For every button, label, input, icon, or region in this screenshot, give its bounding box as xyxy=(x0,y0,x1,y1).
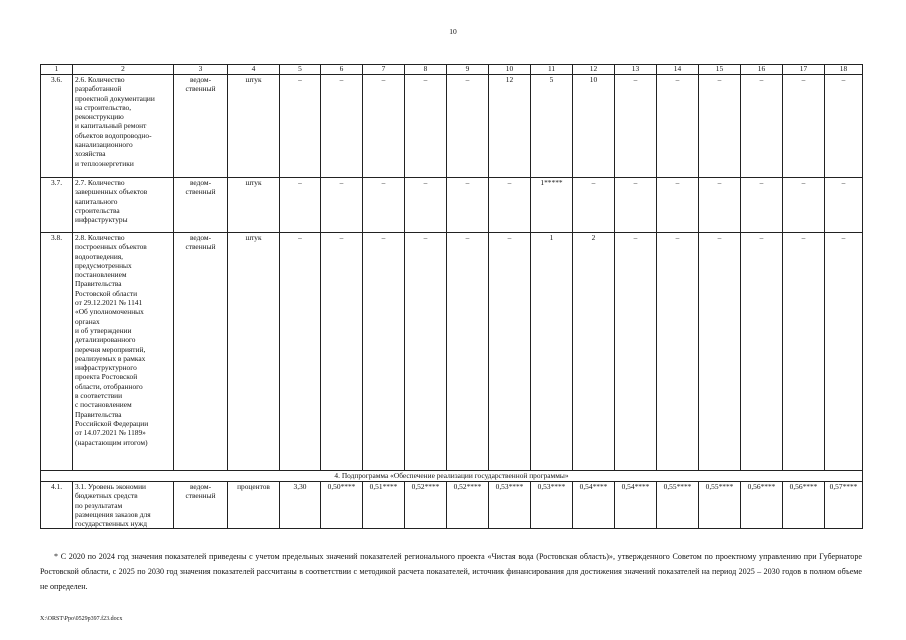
header-row xyxy=(41,65,863,75)
indicator-name-line: и об утверждении xyxy=(75,325,132,335)
value-cell: – xyxy=(447,75,489,178)
row-number: 3.8. xyxy=(41,233,73,471)
value-cell: 0,52**** xyxy=(447,482,489,529)
indicator-name-line: с постановлением xyxy=(75,400,132,410)
indicator-name-line: предусмотренных xyxy=(75,260,132,270)
indicator-name-line: в соответствии xyxy=(75,391,123,401)
value-cell: – xyxy=(741,233,783,471)
header-cell-12: 12 xyxy=(573,65,615,75)
value-cell: – xyxy=(363,75,405,178)
indicator-name-line: проекта Ростовской xyxy=(75,372,138,382)
header-cell-16: 16 xyxy=(741,65,783,75)
header-cell-13: 13 xyxy=(615,65,657,75)
indicator-name-line: объектов водопроводно- xyxy=(75,130,152,140)
indicator-source xyxy=(174,75,228,178)
value-cell: – xyxy=(447,233,489,471)
indicator-name xyxy=(73,75,174,178)
value-cell: 10 xyxy=(573,75,615,178)
value-cell: 1***** xyxy=(531,178,573,233)
indicator-name-line: по результатам xyxy=(75,500,123,510)
value-cell: – xyxy=(615,178,657,233)
indicator-name-line: реализуемых в рамках xyxy=(75,353,146,363)
table-row xyxy=(41,75,863,178)
value-cell: – xyxy=(825,178,863,233)
header-cell-14: 14 xyxy=(657,65,699,75)
indicator-name-line: 2.7. Количество xyxy=(75,178,125,187)
header-cell-4: 4 xyxy=(228,65,280,75)
indicator-name-line: хозяйства xyxy=(75,149,106,159)
footnote: * С 2020 по 2024 год значения показателей приведены с учетом предельных значений показателей регионального проекта «Чистая вода (Ростовская область)», утвержденного Советом по проектному управлению при Губернаторе Ростовской области, с 2025 по 2030 год значения показателей рассчитаны в соответствии с методикой расчета показателей, источник финансирования для достижения значений показателей на период 2025 – 2030 годов в полном объеме не определен. xyxy=(40,552,862,591)
value-cell: – xyxy=(657,233,699,471)
value-cell: – xyxy=(741,178,783,233)
indicator-name-line: перечня мероприятий, xyxy=(75,344,146,354)
value-cell: 2 xyxy=(573,233,615,471)
indicator-name-line: области, отобранного xyxy=(75,381,143,391)
value-cell: – xyxy=(489,233,531,471)
value-cell: 0,55**** xyxy=(657,482,699,529)
section-title: 4. Подпрограмма «Обеспечение реализации государственной программы» xyxy=(41,471,863,482)
header-cell-15: 15 xyxy=(699,65,741,75)
value-cell: 0,56**** xyxy=(741,482,783,529)
value-cell: – xyxy=(657,75,699,178)
value-cell: – xyxy=(699,233,741,471)
indicator-name-line: и теплоэнергетики xyxy=(75,158,134,168)
value-cell: – xyxy=(783,75,825,178)
row-number: 3.7. xyxy=(41,178,73,233)
indicator-name-line: бюджетных средств xyxy=(75,491,138,501)
value-cell: 0,51**** xyxy=(363,482,405,529)
value-cell: – xyxy=(321,178,363,233)
indicator-name-line: государственных нужд xyxy=(75,519,147,529)
value-cell: 1 xyxy=(531,233,573,471)
value-cell: 0,57**** xyxy=(825,482,863,529)
table-row xyxy=(41,482,863,529)
header-cell-9: 9 xyxy=(447,65,489,75)
indicator-name-line: 3.1. Уровень экономии xyxy=(75,482,146,491)
value-cell: 3,30 xyxy=(280,482,321,529)
value-cell: 0,50**** xyxy=(321,482,363,529)
value-cell: – xyxy=(321,75,363,178)
indicator-name-line: Российской Федерации xyxy=(75,418,149,428)
indicator-name-line: инфраструктуры xyxy=(75,215,128,225)
indicator-source-line: ственный xyxy=(185,242,216,252)
value-cell: – xyxy=(405,75,447,178)
header-cell-8: 8 xyxy=(405,65,447,75)
indicator-name-line: от 29.12.2021 № 1141 xyxy=(75,298,143,308)
value-cell: – xyxy=(489,178,531,233)
value-cell: 0,54**** xyxy=(573,482,615,529)
value-cell: – xyxy=(280,233,321,471)
indicator-name-line: 2.8. Количество xyxy=(75,233,125,242)
indicator-name-line: органах xyxy=(75,316,100,326)
indicator-source xyxy=(174,178,228,233)
header-cell-10: 10 xyxy=(489,65,531,75)
row-number: 3.6. xyxy=(41,75,73,178)
page-number: 10 xyxy=(449,27,457,36)
value-cell: – xyxy=(783,233,825,471)
indicator-source-line: ведом- xyxy=(189,482,212,491)
indicator-name-line: капитального xyxy=(75,196,118,206)
indicator-name-line: Правительства xyxy=(75,279,122,289)
indicator-name-line: 2.6. Количество xyxy=(75,75,125,84)
value-cell: – xyxy=(405,233,447,471)
table-row xyxy=(41,233,863,471)
value-cell: – xyxy=(825,233,863,471)
header-cell-17: 17 xyxy=(783,65,825,75)
value-cell: 0,54**** xyxy=(615,482,657,529)
indicator-name-line: на строительство, xyxy=(75,102,132,112)
indicator-name-line: и капитальный ремонт xyxy=(75,121,147,131)
row-number: 4.1. xyxy=(41,482,73,529)
value-cell: – xyxy=(405,178,447,233)
indicator-name xyxy=(73,482,174,529)
value-cell: – xyxy=(280,178,321,233)
indicator-source-line: ственный xyxy=(185,187,216,197)
header-cell-7: 7 xyxy=(363,65,405,75)
indicator-unit: штук xyxy=(228,233,280,471)
header-cell-3: 3 xyxy=(174,65,228,75)
indicator-name xyxy=(73,233,174,471)
file-path: X:\ORST\Ppo\0529p397.f23.docx xyxy=(40,616,123,622)
value-cell: 0,52**** xyxy=(405,482,447,529)
indicator-unit: штук xyxy=(228,75,280,178)
indicator-name-line: Ростовской области xyxy=(75,288,138,298)
value-cell: – xyxy=(615,75,657,178)
section-row xyxy=(41,471,863,482)
indicator-name-line: водоотведения, xyxy=(75,251,124,261)
value-cell: – xyxy=(321,233,363,471)
indicator-name-line: строительства xyxy=(75,205,120,215)
indicator-name-line: от 14.07.2021 № 1189» xyxy=(75,428,146,438)
indicator-name-line: построенных объектов xyxy=(75,242,147,252)
value-cell: – xyxy=(657,178,699,233)
value-cell: 12 xyxy=(489,75,531,178)
value-cell: – xyxy=(447,178,489,233)
value-cell: 0,53**** xyxy=(489,482,531,529)
value-cell: – xyxy=(825,75,863,178)
value-cell: 0,53**** xyxy=(531,482,573,529)
indicator-unit: процентов xyxy=(228,482,280,529)
value-cell: – xyxy=(699,75,741,178)
indicator-source-line: ственный xyxy=(185,491,216,501)
value-cell: – xyxy=(783,178,825,233)
value-cell: 0,56**** xyxy=(783,482,825,529)
indicator-name-line: реконструкцию xyxy=(75,112,124,122)
indicators-table xyxy=(40,64,863,529)
indicator-name-line: инфраструктурного xyxy=(75,363,137,373)
indicator-unit: штук xyxy=(228,178,280,233)
value-cell: – xyxy=(741,75,783,178)
header-cell-2: 2 xyxy=(73,65,174,75)
value-cell: – xyxy=(363,233,405,471)
value-cell: – xyxy=(573,178,615,233)
indicator-name-line: проектной документации xyxy=(75,93,155,103)
indicator-name xyxy=(73,178,174,233)
indicator-name-line: (нарастающим итогом) xyxy=(75,437,148,447)
indicator-name-line: размещения заказов для xyxy=(75,509,151,519)
indicator-name-line: разработанной xyxy=(75,84,122,94)
value-cell: – xyxy=(699,178,741,233)
indicator-name-line: постановлением xyxy=(75,270,127,280)
indicator-source-line: ведом- xyxy=(189,233,212,242)
indicator-source xyxy=(174,233,228,471)
header-cell-1: 1 xyxy=(41,65,73,75)
indicator-source-line: ведом- xyxy=(189,75,212,84)
value-cell: – xyxy=(615,233,657,471)
header-cell-6: 6 xyxy=(321,65,363,75)
value-cell: 0,55**** xyxy=(699,482,741,529)
indicator-name-line: завершенных объектов xyxy=(75,187,148,197)
header-cell-18: 18 xyxy=(825,65,863,75)
value-cell: – xyxy=(363,178,405,233)
indicator-name-line: «Об уполномоченных xyxy=(75,307,144,317)
value-cell: – xyxy=(280,75,321,178)
indicator-source-line: ственный xyxy=(185,84,216,94)
indicator-name-line: канализационного xyxy=(75,140,133,150)
table-row xyxy=(41,178,863,233)
indicator-name-line: Правительства xyxy=(75,409,122,419)
header-cell-11: 11 xyxy=(531,65,573,75)
indicator-source xyxy=(174,482,228,529)
value-cell: 5 xyxy=(531,75,573,178)
header-cell-5: 5 xyxy=(280,65,321,75)
indicator-name-line: детализированного xyxy=(75,335,136,345)
indicator-source-line: ведом- xyxy=(189,178,212,187)
